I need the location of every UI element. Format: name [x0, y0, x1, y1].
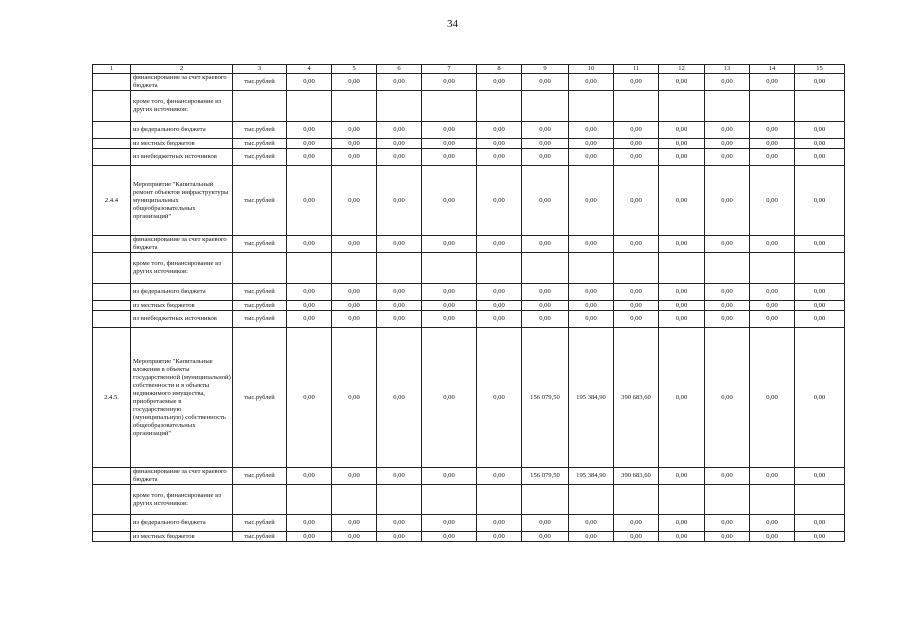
- value-cell: 0,00: [569, 236, 614, 253]
- value-cell: 0,00: [477, 139, 522, 149]
- value-cell: 0,00: [795, 468, 845, 485]
- table-row: [93, 236, 845, 253]
- row-unit: тыс.рублей: [233, 284, 287, 301]
- value-cell: 0,00: [332, 166, 377, 236]
- value-cell: 0,00: [332, 139, 377, 149]
- value-cell: 0,00: [477, 166, 522, 236]
- value-cell: 0,00: [569, 149, 614, 166]
- value-cell: 0,00: [659, 139, 705, 149]
- value-cell: 0,00: [422, 284, 477, 301]
- value-cell: 0,00: [332, 301, 377, 311]
- value-cell: 0,00: [287, 139, 332, 149]
- value-cell: 0,00: [422, 311, 477, 328]
- value-cell: [332, 91, 377, 122]
- value-cell: 0,00: [377, 515, 422, 532]
- value-cell: 0,00: [659, 236, 705, 253]
- value-cell: 0,00: [377, 139, 422, 149]
- value-cell: 0,00: [795, 328, 845, 468]
- value-cell: 0,00: [477, 74, 522, 91]
- value-cell: 0,00: [705, 139, 750, 149]
- value-cell: 0,00: [569, 166, 614, 236]
- value-cell: 0,00: [659, 515, 705, 532]
- value-cell: [569, 253, 614, 284]
- row-code: [93, 485, 131, 515]
- value-cell: 0,00: [522, 515, 569, 532]
- column-number: 7: [422, 65, 477, 74]
- value-cell: 0,00: [659, 328, 705, 468]
- row-code: [93, 91, 131, 122]
- value-cell: 0,00: [614, 284, 659, 301]
- value-cell: 0,00: [377, 122, 422, 139]
- value-cell: 0,00: [569, 532, 614, 542]
- table-row: [93, 485, 845, 515]
- value-cell: 0,00: [795, 532, 845, 542]
- value-cell: 0,00: [705, 236, 750, 253]
- value-cell: 0,00: [332, 122, 377, 139]
- value-cell: 0,00: [477, 311, 522, 328]
- value-cell: 0,00: [477, 284, 522, 301]
- value-cell: 0,00: [614, 311, 659, 328]
- value-cell: 0,00: [659, 122, 705, 139]
- value-cell: [795, 91, 845, 122]
- value-cell: 0,00: [614, 149, 659, 166]
- value-cell: 0,00: [569, 74, 614, 91]
- row-unit: тыс.рублей: [233, 515, 287, 532]
- value-cell: [614, 485, 659, 515]
- value-cell: 0,00: [422, 468, 477, 485]
- value-cell: 0,00: [795, 122, 845, 139]
- value-cell: 0,00: [522, 284, 569, 301]
- value-cell: 0,00: [477, 328, 522, 468]
- value-cell: 0,00: [705, 166, 750, 236]
- table-row: [93, 166, 845, 236]
- row-label: из федерального бюджета: [131, 122, 233, 139]
- value-cell: 0,00: [522, 311, 569, 328]
- value-cell: 0,00: [332, 74, 377, 91]
- value-cell: 0,00: [750, 236, 795, 253]
- value-cell: 0,00: [614, 301, 659, 311]
- value-cell: 156 079,50: [522, 328, 569, 468]
- value-cell: 0,00: [377, 166, 422, 236]
- column-number: 15: [795, 65, 845, 74]
- value-cell: 0,00: [477, 236, 522, 253]
- value-cell: [750, 91, 795, 122]
- table-row: [93, 311, 845, 328]
- value-cell: 0,00: [659, 149, 705, 166]
- row-code: [93, 74, 131, 91]
- value-cell: 390 683,60: [614, 468, 659, 485]
- table-row: [93, 253, 845, 284]
- row-code: [93, 122, 131, 139]
- value-cell: 0,00: [614, 236, 659, 253]
- value-cell: [377, 253, 422, 284]
- value-cell: 0,00: [750, 166, 795, 236]
- value-cell: [750, 485, 795, 515]
- value-cell: 0,00: [750, 149, 795, 166]
- row-label: из федерального бюджета: [131, 284, 233, 301]
- row-label: из внебюджетных источников: [131, 311, 233, 328]
- column-number: 6: [377, 65, 422, 74]
- value-cell: 0,00: [287, 515, 332, 532]
- value-cell: 0,00: [659, 532, 705, 542]
- value-cell: 0,00: [522, 149, 569, 166]
- row-unit: тыс.рублей: [233, 311, 287, 328]
- value-cell: 0,00: [795, 149, 845, 166]
- value-cell: 0,00: [569, 122, 614, 139]
- row-unit: тыс.рублей: [233, 532, 287, 542]
- value-cell: 0,00: [287, 532, 332, 542]
- value-cell: 0,00: [332, 468, 377, 485]
- budget-table: [92, 64, 845, 542]
- value-cell: 0,00: [332, 149, 377, 166]
- column-number: 10: [569, 65, 614, 74]
- value-cell: 0,00: [750, 515, 795, 532]
- row-unit: [233, 253, 287, 284]
- value-cell: 0,00: [569, 311, 614, 328]
- row-unit: тыс.рублей: [233, 328, 287, 468]
- column-number: 12: [659, 65, 705, 74]
- value-cell: 0,00: [614, 532, 659, 542]
- value-cell: 0,00: [522, 122, 569, 139]
- value-cell: 0,00: [477, 532, 522, 542]
- value-cell: 0,00: [795, 515, 845, 532]
- value-cell: 0,00: [750, 284, 795, 301]
- row-label: кроме того, финансирование из других источников:: [131, 91, 233, 122]
- value-cell: 0,00: [332, 284, 377, 301]
- value-cell: [422, 253, 477, 284]
- value-cell: 195 384,90: [569, 468, 614, 485]
- value-cell: 0,00: [750, 301, 795, 311]
- value-cell: 0,00: [522, 532, 569, 542]
- value-cell: [795, 253, 845, 284]
- row-code: [93, 284, 131, 301]
- row-code: [93, 149, 131, 166]
- value-cell: [569, 91, 614, 122]
- row-label: из федерального бюджета: [131, 515, 233, 532]
- value-cell: 0,00: [750, 532, 795, 542]
- column-number-row: [93, 65, 845, 74]
- value-cell: 0,00: [569, 515, 614, 532]
- value-cell: 0,00: [422, 139, 477, 149]
- table-row: [93, 515, 845, 532]
- row-code: [93, 532, 131, 542]
- value-cell: [750, 253, 795, 284]
- value-cell: [477, 91, 522, 122]
- value-cell: 0,00: [332, 311, 377, 328]
- value-cell: 0,00: [659, 166, 705, 236]
- value-cell: 0,00: [795, 301, 845, 311]
- row-unit: тыс.рублей: [233, 139, 287, 149]
- value-cell: 0,00: [522, 139, 569, 149]
- row-unit: тыс.рублей: [233, 74, 287, 91]
- value-cell: [522, 485, 569, 515]
- value-cell: 0,00: [659, 284, 705, 301]
- row-unit: [233, 485, 287, 515]
- value-cell: 0,00: [750, 74, 795, 91]
- column-number: 1: [93, 65, 131, 74]
- value-cell: 0,00: [377, 284, 422, 301]
- page-number: 34: [447, 18, 458, 30]
- value-cell: 0,00: [477, 301, 522, 311]
- table-row: [93, 122, 845, 139]
- value-cell: 0,00: [287, 122, 332, 139]
- row-label: из местных бюджетов: [131, 301, 233, 311]
- value-cell: 0,00: [332, 532, 377, 542]
- value-cell: 0,00: [422, 532, 477, 542]
- value-cell: 0,00: [750, 468, 795, 485]
- row-unit: тыс.рублей: [233, 149, 287, 166]
- value-cell: 0,00: [750, 139, 795, 149]
- row-label: Мероприятие "Капитальный ремонт объектов инфраструктуры муниципальных общеобразовательных организаций": [131, 166, 233, 236]
- row-label: финансирование за счет краевого бюджета: [131, 468, 233, 485]
- value-cell: 0,00: [287, 311, 332, 328]
- value-cell: 0,00: [614, 74, 659, 91]
- row-code: 2.4.5.: [93, 328, 131, 468]
- column-number: 3: [233, 65, 287, 74]
- value-cell: 0,00: [477, 122, 522, 139]
- value-cell: 0,00: [422, 166, 477, 236]
- value-cell: 0,00: [377, 328, 422, 468]
- value-cell: [705, 485, 750, 515]
- value-cell: 0,00: [377, 468, 422, 485]
- table-row: [93, 91, 845, 122]
- value-cell: [377, 485, 422, 515]
- row-code: [93, 301, 131, 311]
- row-unit: тыс.рублей: [233, 468, 287, 485]
- value-cell: 0,00: [522, 166, 569, 236]
- row-unit: тыс.рублей: [233, 301, 287, 311]
- value-cell: 0,00: [422, 301, 477, 311]
- value-cell: 0,00: [332, 236, 377, 253]
- value-cell: [522, 253, 569, 284]
- value-cell: 0,00: [477, 149, 522, 166]
- value-cell: 0,00: [332, 328, 377, 468]
- column-number: 4: [287, 65, 332, 74]
- row-label: из внебюджетных источников: [131, 149, 233, 166]
- table-row: [93, 74, 845, 91]
- value-cell: 0,00: [569, 284, 614, 301]
- value-cell: 0,00: [705, 301, 750, 311]
- value-cell: 0,00: [569, 301, 614, 311]
- column-number: 14: [750, 65, 795, 74]
- row-label: Мероприятие "Капитальные вложения в объекты государственной (муниципальной) собственности и в объекты недвижимого имущества, приобретаемые в государственную (муниципальную) собственность общеобразовательных организаций": [131, 328, 233, 468]
- value-cell: [614, 91, 659, 122]
- value-cell: 0,00: [705, 311, 750, 328]
- table-row: [93, 301, 845, 311]
- value-cell: [287, 253, 332, 284]
- value-cell: 0,00: [750, 311, 795, 328]
- value-cell: 0,00: [287, 149, 332, 166]
- value-cell: [287, 91, 332, 122]
- table-row: [93, 284, 845, 301]
- row-code: [93, 139, 131, 149]
- value-cell: 0,00: [287, 236, 332, 253]
- column-number: 13: [705, 65, 750, 74]
- row-label: из местных бюджетов: [131, 532, 233, 542]
- value-cell: 0,00: [422, 236, 477, 253]
- row-unit: тыс.рублей: [233, 236, 287, 253]
- value-cell: 0,00: [377, 149, 422, 166]
- value-cell: 0,00: [705, 122, 750, 139]
- value-cell: 0,00: [377, 311, 422, 328]
- value-cell: 195 384,90: [569, 328, 614, 468]
- row-code: [93, 253, 131, 284]
- table-row: [93, 328, 845, 468]
- row-label: кроме того, финансирование из других источников:: [131, 253, 233, 284]
- value-cell: 0,00: [287, 328, 332, 468]
- value-cell: [522, 91, 569, 122]
- value-cell: 0,00: [287, 284, 332, 301]
- value-cell: 0,00: [659, 311, 705, 328]
- value-cell: 156 079,50: [522, 468, 569, 485]
- table-row: [93, 468, 845, 485]
- row-code: [93, 236, 131, 253]
- value-cell: 0,00: [705, 328, 750, 468]
- value-cell: 0,00: [569, 139, 614, 149]
- value-cell: 0,00: [659, 301, 705, 311]
- value-cell: 0,00: [795, 74, 845, 91]
- value-cell: [332, 253, 377, 284]
- value-cell: 0,00: [795, 311, 845, 328]
- value-cell: 0,00: [422, 515, 477, 532]
- value-cell: 0,00: [477, 468, 522, 485]
- value-cell: [332, 485, 377, 515]
- value-cell: [422, 91, 477, 122]
- value-cell: 0,00: [795, 166, 845, 236]
- value-cell: 0,00: [750, 122, 795, 139]
- value-cell: 0,00: [287, 468, 332, 485]
- value-cell: [477, 485, 522, 515]
- value-cell: [287, 485, 332, 515]
- value-cell: 0,00: [422, 328, 477, 468]
- value-cell: [795, 485, 845, 515]
- row-code: [93, 468, 131, 485]
- value-cell: [477, 253, 522, 284]
- row-label: финансирование за счет краевого бюджета: [131, 236, 233, 253]
- column-number: 2: [131, 65, 233, 74]
- row-label: из местных бюджетов: [131, 139, 233, 149]
- value-cell: 0,00: [705, 468, 750, 485]
- row-code: 2.4.4: [93, 166, 131, 236]
- value-cell: 0,00: [705, 284, 750, 301]
- value-cell: [705, 91, 750, 122]
- row-unit: [233, 91, 287, 122]
- value-cell: 0,00: [422, 149, 477, 166]
- row-unit: тыс.рублей: [233, 122, 287, 139]
- value-cell: 0,00: [705, 532, 750, 542]
- value-cell: [659, 485, 705, 515]
- value-cell: 0,00: [287, 301, 332, 311]
- table-row: [93, 149, 845, 166]
- value-cell: [614, 253, 659, 284]
- value-cell: 0,00: [659, 74, 705, 91]
- value-cell: 0,00: [522, 236, 569, 253]
- row-code: [93, 515, 131, 532]
- value-cell: 390 683,60: [614, 328, 659, 468]
- value-cell: 0,00: [287, 166, 332, 236]
- value-cell: 0,00: [614, 122, 659, 139]
- value-cell: 0,00: [750, 328, 795, 468]
- value-cell: 0,00: [522, 301, 569, 311]
- table-row: [93, 139, 845, 149]
- value-cell: 0,00: [614, 139, 659, 149]
- value-cell: [705, 253, 750, 284]
- column-number: 5: [332, 65, 377, 74]
- value-cell: [659, 91, 705, 122]
- value-cell: 0,00: [614, 515, 659, 532]
- value-cell: 0,00: [477, 515, 522, 532]
- value-cell: 0,00: [659, 468, 705, 485]
- value-cell: 0,00: [522, 74, 569, 91]
- value-cell: 0,00: [377, 236, 422, 253]
- value-cell: [377, 91, 422, 122]
- value-cell: 0,00: [795, 284, 845, 301]
- row-label: кроме того, финансирование из других источников:: [131, 485, 233, 515]
- value-cell: 0,00: [377, 532, 422, 542]
- row-unit: тыс.рублей: [233, 166, 287, 236]
- value-cell: 0,00: [705, 149, 750, 166]
- value-cell: [659, 253, 705, 284]
- table-row: [93, 532, 845, 542]
- value-cell: 0,00: [377, 74, 422, 91]
- column-number: 11: [614, 65, 659, 74]
- value-cell: 0,00: [422, 122, 477, 139]
- column-number: 9: [522, 65, 569, 74]
- value-cell: 0,00: [422, 74, 477, 91]
- column-number: 8: [477, 65, 522, 74]
- row-label: финансирование за счет краевого бюджета: [131, 74, 233, 91]
- value-cell: 0,00: [795, 139, 845, 149]
- value-cell: 0,00: [795, 236, 845, 253]
- value-cell: 0,00: [332, 515, 377, 532]
- value-cell: 0,00: [287, 74, 332, 91]
- value-cell: 0,00: [705, 74, 750, 91]
- value-cell: 0,00: [614, 166, 659, 236]
- value-cell: [422, 485, 477, 515]
- value-cell: 0,00: [377, 301, 422, 311]
- row-code: [93, 311, 131, 328]
- value-cell: 0,00: [705, 515, 750, 532]
- value-cell: [569, 485, 614, 515]
